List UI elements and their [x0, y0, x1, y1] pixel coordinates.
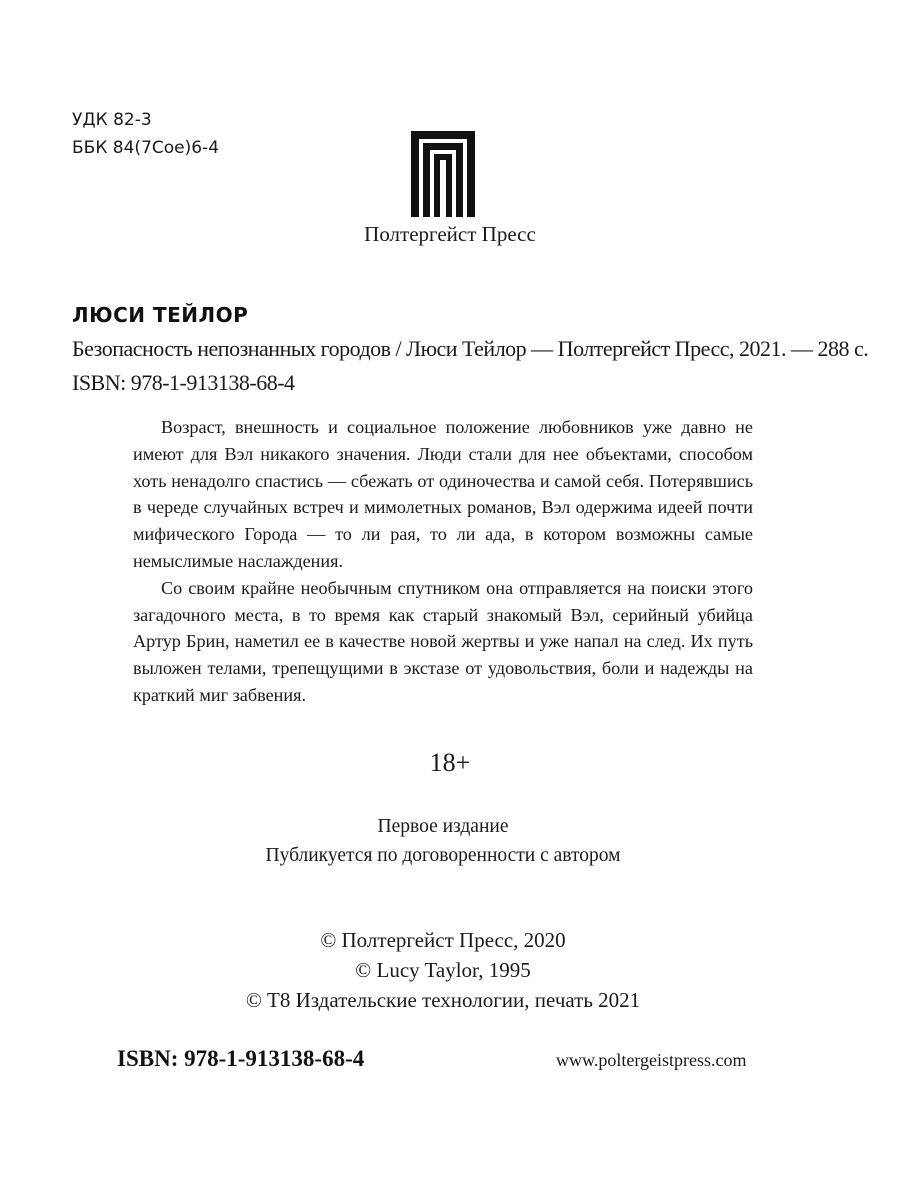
publisher-name: Полтергейст Пресс: [364, 222, 536, 246]
copyright-block: [0, 925, 886, 1015]
bibliographic-line: Безопасность непознанных городов / Люси Тейлор — Полтергейст Пресс, 2021. — 288 с.: [72, 336, 869, 361]
author-name: ЛЮСИ ТЕЙЛОР: [72, 303, 249, 327]
website-link[interactable]: www.poltergeistpress.com: [556, 1050, 747, 1070]
footer-isbn: ISBN: 978-1-913138-68-4: [117, 1046, 365, 1071]
agreement-line: Публикуется по договоренности с автором: [265, 845, 621, 866]
bibliographic-block: [72, 332, 868, 400]
udk-code: УДК 82-3: [72, 110, 152, 130]
edition-info: [0, 812, 886, 870]
isbn-line: ISBN: 978-1-913138-68-4: [72, 370, 295, 395]
annotation-paragraph: Со своим крайне необычным спутником она отправляется на поиски этого загадочного места, в то время как старый знакомый Вэл, серийный убийца Артур Брин, наметил ее в качестве новой жертвы и уже напал на след. Их путь выложен телами, трепещущими в экстазе от удовольствия, боли и надежды на краткий миг забвения.: [133, 577, 753, 705]
classification-codes: [72, 106, 219, 162]
annotation: [133, 414, 753, 709]
bbk-code: ББК 84(7Сое)6-4: [72, 138, 220, 158]
publisher-logo-icon: [411, 131, 475, 217]
edition-line: Первое издание: [377, 816, 509, 837]
copyright-line: © Полтергейст Пресс, 2020: [320, 928, 566, 952]
copyright-line: © Т8 Издательские технологии, печать 2021: [245, 988, 641, 1012]
age-rating: 18+: [429, 748, 471, 777]
annotation-paragraph: Возраст, внешность и социальное положение любовников уже давно не имеют для Вэл никакого значения. Люди стали для нее объектами, способом хоть ненадолго спастись — сбежать от одиночества и самой себя. Потерявшись в череде случайных встреч и мимолетных романов, Вэл одержима идеей почти мифического Города — то ли рая, то ли ада, в котором возможны самые немыслимые наслаждения.: [133, 417, 753, 571]
copyright-line: © Lucy Taylor, 1995: [355, 958, 531, 982]
